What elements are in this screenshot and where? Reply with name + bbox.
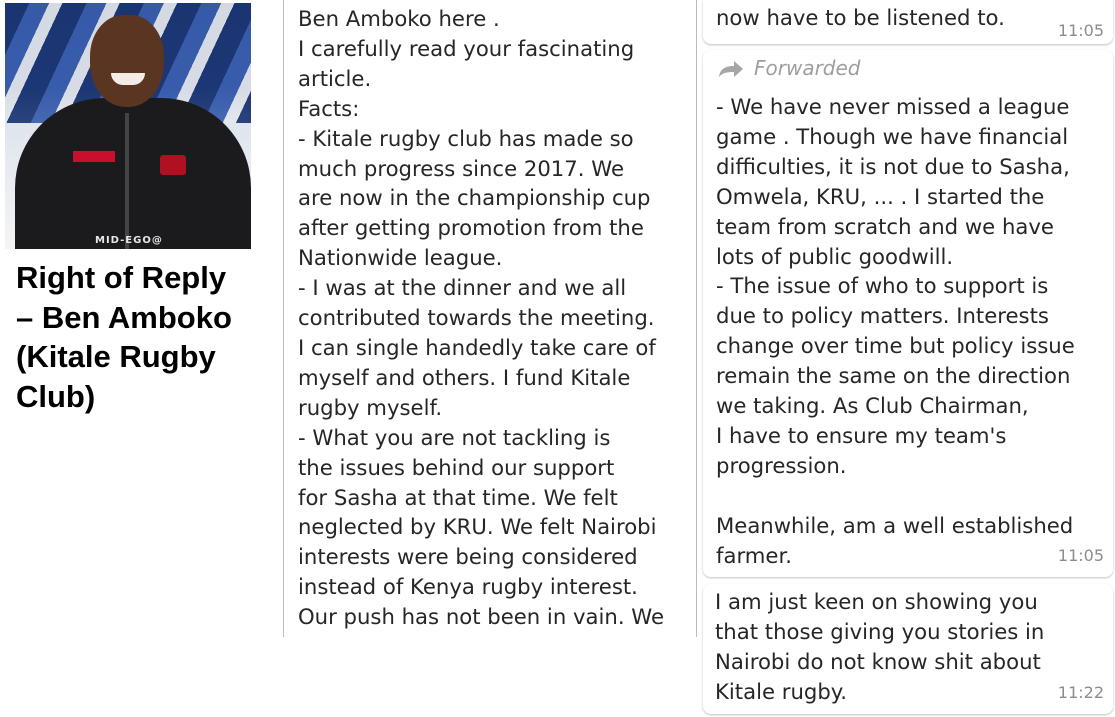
message-timestamp: 11:05 bbox=[1057, 21, 1104, 40]
message-line: - The issue of who to support is bbox=[716, 273, 1049, 299]
message-line: I have to ensure my team's bbox=[716, 422, 1007, 448]
message-line: progression. bbox=[716, 452, 847, 478]
caption-line: (Kitale Rugby bbox=[16, 339, 216, 374]
message-line: team from scratch and we have bbox=[716, 213, 1054, 239]
chat-message-left bbox=[283, 0, 697, 637]
article-caption bbox=[16, 258, 261, 416]
message-timestamp: 11:22 bbox=[1057, 683, 1104, 703]
forwarded-indicator bbox=[716, 53, 1113, 84]
message-line: Nairobi do not know shit about bbox=[715, 648, 1041, 674]
forwarded-label: Forwarded bbox=[754, 55, 861, 80]
message-line: I can single handedly take care of bbox=[298, 334, 656, 360]
message-text bbox=[298, 4, 696, 632]
message-line: Nationwide league. bbox=[298, 245, 503, 271]
message-line: neglected by KRU. We felt Nairobi bbox=[298, 514, 657, 540]
message-line: - We have never missed a league bbox=[716, 94, 1070, 119]
caption-line: Right of Reply bbox=[16, 260, 227, 295]
caption-line: – Ben Amboko bbox=[16, 299, 232, 335]
message-line: remain the same on the direction bbox=[716, 363, 1071, 389]
caption-line: Club) bbox=[16, 378, 96, 414]
message-line: for Sasha at that time. We felt bbox=[298, 484, 618, 510]
message-line: article. bbox=[298, 65, 372, 91]
message-line: I carefully read your fascinating bbox=[298, 35, 635, 61]
message-line: interests were being considered bbox=[298, 544, 638, 570]
message-line: farmer. bbox=[716, 542, 792, 568]
message-line: the issues behind our support bbox=[298, 454, 615, 480]
message-line: are now in the championship cup bbox=[298, 185, 651, 211]
message-line: lots of public goodwill. bbox=[716, 243, 954, 269]
photo-watermark: MID-EGO@ bbox=[95, 235, 163, 246]
club-crest-badge bbox=[160, 155, 186, 175]
message-line: that those giving you stories in bbox=[715, 618, 1045, 644]
message-line: I am just keen on showing you bbox=[715, 589, 1038, 614]
message-line: change over time but policy issue bbox=[716, 333, 1075, 359]
message-line: now have to be listened to. bbox=[716, 5, 1005, 30]
message-line: after getting promotion from the bbox=[298, 215, 644, 241]
message-line: much progress since 2017. We bbox=[298, 155, 624, 181]
message-line: myself and others. I fund Kitale bbox=[298, 364, 631, 390]
message-line: we taking. As Club Chairman, bbox=[716, 393, 1029, 419]
message-line: - What you are not tackling is bbox=[298, 424, 611, 450]
message-line: - I was at the dinner and we all bbox=[298, 275, 627, 301]
chat-message-top bbox=[703, 0, 1113, 44]
chat-message-forwarded bbox=[703, 50, 1113, 577]
message-line: difficulties, it is not due to Sasha, bbox=[716, 153, 1070, 179]
message-line bbox=[716, 481, 1113, 511]
chat-message-bottom bbox=[703, 584, 1113, 714]
message-line: rugby myself. bbox=[298, 394, 443, 420]
forward-arrow-icon bbox=[718, 60, 744, 78]
message-line: Our push has not been in vain. We bbox=[298, 604, 665, 630]
message-text bbox=[716, 92, 1113, 571]
message-line: Facts: bbox=[298, 95, 360, 121]
message-line: contributed towards the meeting. bbox=[298, 305, 655, 331]
message-line: Ben Amboko here . bbox=[298, 6, 500, 31]
jacket bbox=[15, 98, 251, 249]
ben-amboko-photo bbox=[5, 3, 251, 249]
message-line: due to policy matters. Interests bbox=[716, 303, 1049, 329]
message-line: - Kitale rugby club has made so bbox=[298, 125, 634, 151]
jacket-zip bbox=[125, 113, 129, 249]
message-timestamp: 11:05 bbox=[1057, 546, 1104, 566]
face bbox=[90, 15, 164, 107]
message-line: game . Though we have financial bbox=[716, 123, 1069, 149]
message-line: Kitale rugby. bbox=[715, 678, 848, 704]
message-text bbox=[715, 587, 1113, 707]
message-line: Meanwhile, am a well established bbox=[716, 512, 1074, 538]
jacket-brand-badge bbox=[73, 151, 115, 162]
message-line: instead of Kenya rugby interest. bbox=[298, 574, 638, 600]
message-line: Omwela, KRU, ... . I started the bbox=[716, 183, 1045, 209]
